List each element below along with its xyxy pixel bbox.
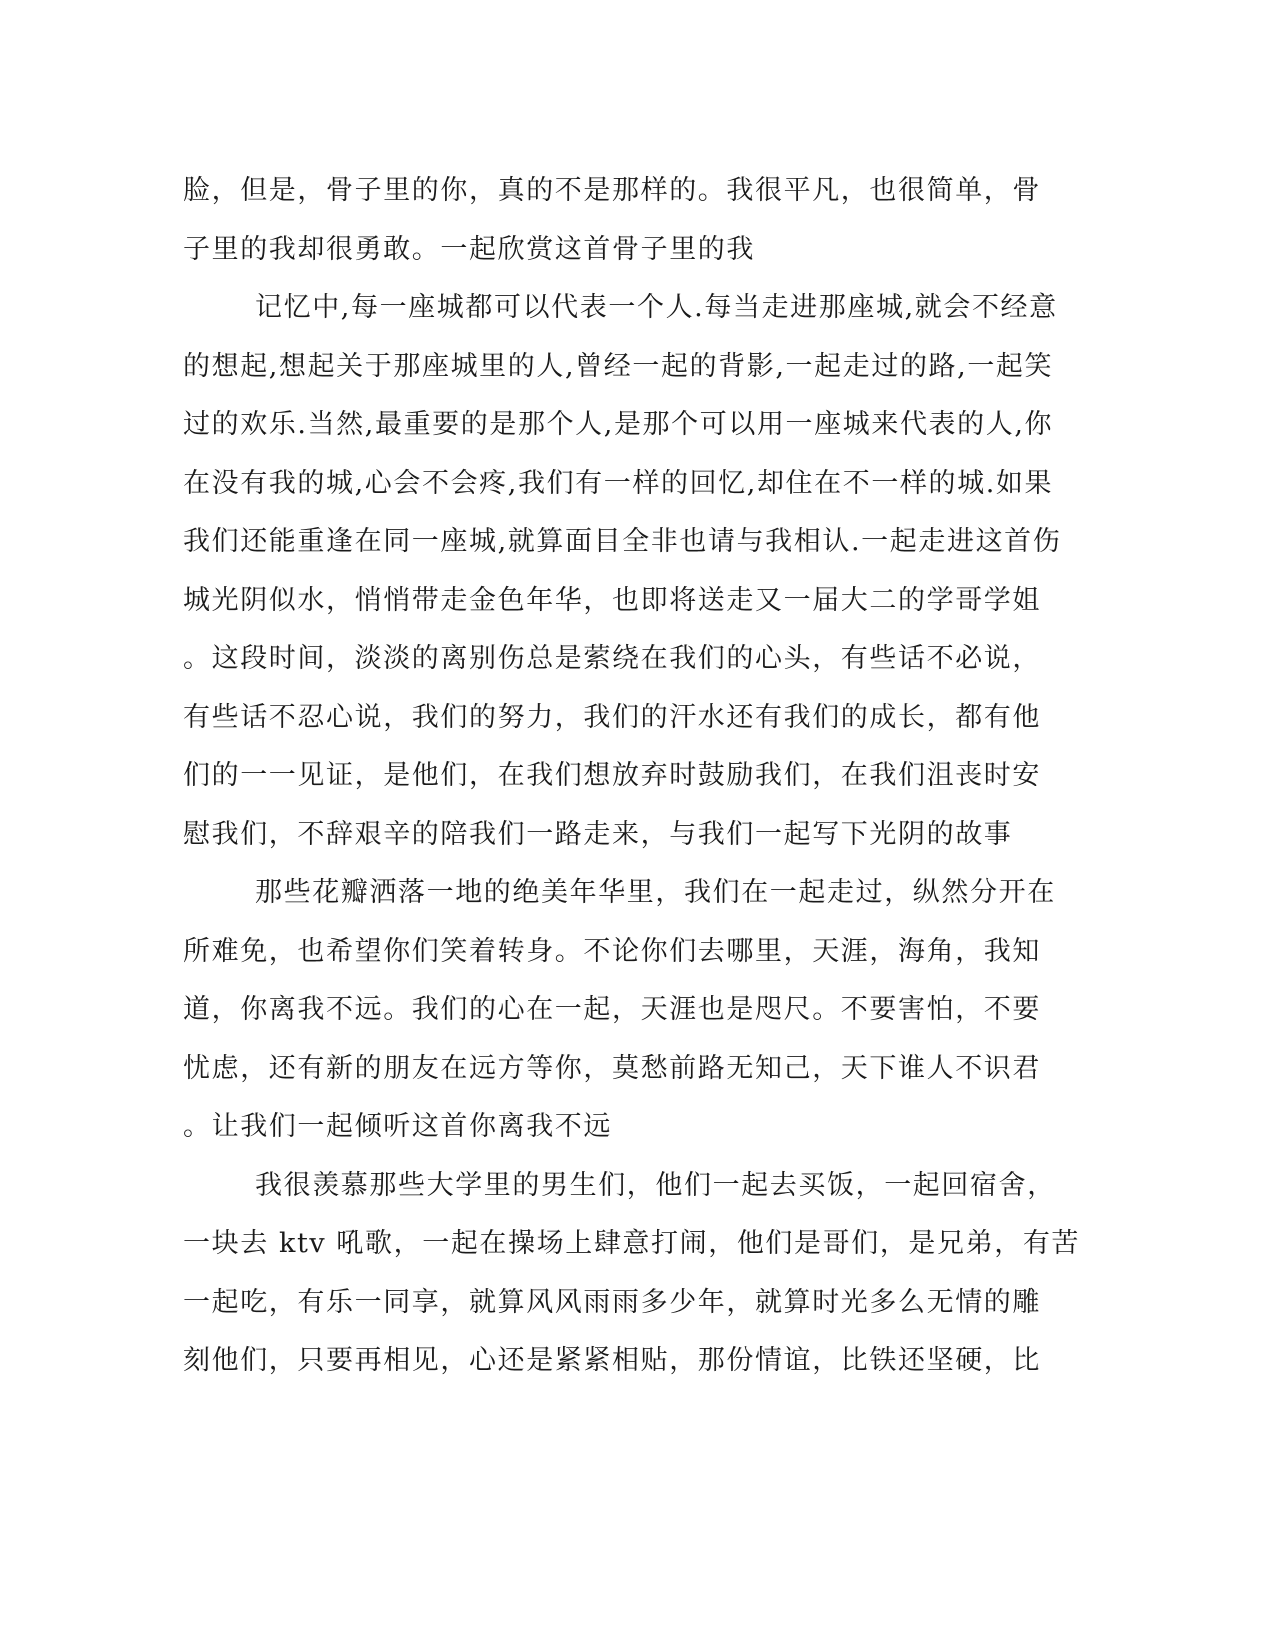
- text-line: 过的欢乐.当然,最重要的是那个人,是那个可以用一座城来代表的人,你: [183, 409, 1054, 440]
- body-text: [183, 162, 1081, 1391]
- text-line: 一块去 ktv 吼歌，一起在操场上肆意打闹，他们是哥们，是兄弟，有苦: [183, 1228, 1081, 1259]
- paragraph-first-line: 我很羡慕那些大学里的男生们，他们一起去买饭，一起回宿舍，: [255, 1169, 1056, 1201]
- text-line: 一起吃，有乐一同享，就算风风雨雨多少年，就算时光多么无情的雕: [183, 1286, 1041, 1318]
- text-line: 道，你离我不远。我们的心在一起，天涯也是咫尺。不要害怕，不要: [183, 994, 1041, 1025]
- text-line: 。让我们一起倾听这首你离我不远: [183, 1111, 612, 1142]
- text-line: 我们还能重逢在同一座城,就算面目全非也请与我相认.一起走进这首伤: [183, 526, 1062, 557]
- text-line: 慰我们，不辞艰辛的陪我们一路走来，与我们一起写下光阴的故事: [183, 818, 1013, 850]
- paragraph-first-line: 记忆中,每一座城都可以代表一个人.每当走进那座城,就会不经意: [255, 292, 1058, 323]
- text-line: 子里的我却很勇敢。一起欣赏这首骨子里的我: [183, 233, 755, 265]
- text-line: 们的一一见证，是他们，在我们想放弃时鼓励我们，在我们沮丧时安: [183, 760, 1041, 791]
- text-line: 忧虑，还有新的朋友在远方等你，莫愁前路无知己，天下谁人不识君: [183, 1052, 1041, 1084]
- text-line: 在没有我的城,心会不会疼,我们有一样的回忆,却住在不一样的城.如果: [183, 467, 1054, 499]
- text-line: 脸，但是，骨子里的你，真的不是那样的。我很平凡，也很简单，骨: [183, 175, 1041, 206]
- text-line: 所难免，也希望你们笑着转身。不论你们去哪里，天涯，海角，我知: [183, 935, 1041, 967]
- text-line: 刻他们，只要再相见，心还是紧紧相贴，那份情谊，比铁还坚硬，比: [183, 1345, 1041, 1376]
- text-line: 的想起,想起关于那座城里的人,曾经一起的背影,一起走过的路,一起笑: [183, 350, 1054, 382]
- paragraph-first-line: 那些花瓣洒落一地的绝美年华里，我们在一起走过，纵然分开在: [255, 877, 1056, 908]
- text-line: 。这段时间，淡淡的离别伤总是萦绕在我们的心头，有些话不必说，: [183, 643, 1041, 674]
- text-line: 有些话不忍心说，我们的努力，我们的汗水还有我们的成长，都有他: [183, 701, 1041, 733]
- text-line: 城光阴似水，悄悄带走金色年华，也即将送走又一届大二的学哥学姐: [183, 584, 1041, 616]
